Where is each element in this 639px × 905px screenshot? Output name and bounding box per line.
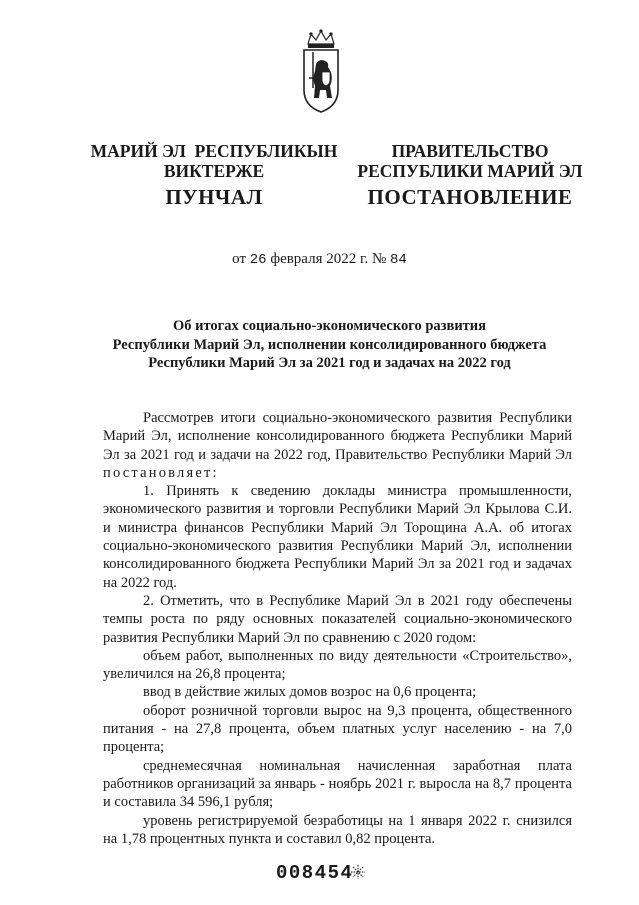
date-day: 26: [249, 252, 267, 268]
document-number: 84: [390, 252, 407, 268]
header-left-line1: МАРИЙ ЭЛ РЕСПУБЛИКЫН: [90, 141, 338, 161]
document-title: [100, 317, 559, 373]
intro-text: Рассмотрев итоги социально-экономического развития Республики Марий Эл, исполнение консолидированного бюджета Республики Марий Эл за 2021 год и задачи на 2022 год, Правительство Республики Марий Эл: [103, 410, 572, 463]
item-2-paragraph: 2. Отметить, что в Республике Марий Эл в 2021 году обеспечены темпы роста по ряду основных показателей социально-экономического развития Республики Марий Эл по сравнению с 2020 годом:: [103, 592, 572, 646]
header-left-line2: ВИКТЕРЖЕ: [163, 161, 265, 181]
unemployment-paragraph: уровень регистрируемой безработицы на 1 января 2022 г. снизился на 1,78 процентных пункта и составил 0,82 процента.: [103, 812, 572, 847]
construction-paragraph: объем работ, выполненных по виду деятельности «Строительство», увеличился на 26,8 процента;: [103, 647, 572, 683]
intro-paragraph: [103, 409, 572, 482]
header-right-line2: РЕСПУБЛИКИ МАРИЙ ЭЛ: [357, 161, 583, 181]
title-line: Республики Марий Эл, исполнении консолидированного бюджета: [112, 336, 547, 353]
doc-type-right: ПОСТАНОВЛЕНИЕ: [367, 185, 573, 209]
serial-number: 008454: [276, 862, 354, 884]
coat-of-arms-icon: [300, 28, 342, 114]
item-1-paragraph: 1. Принять к сведению доклады министра промышленности, экономического развития и торговли Республики Марий Эл Крылова С.И. и министра финансов Республики Марий Эл Торощина А.А. об итогах социально-экономического развития Республики Марий Эл, исполнении консолидированного бюджета Республики Марий Эл за 2021 год и задачах на 2022 год.: [103, 483, 572, 591]
asterisk-icon: [350, 864, 366, 880]
decree-word: постановляет:: [103, 464, 219, 481]
salary-paragraph: среднемесячная номинальная начисленная заработная плата работников организаций за январь - ноябрь 2021 г. выросла на 8,7 процента и составила 34 596,1 рубля;: [103, 757, 572, 811]
header-right-authority: [352, 141, 588, 181]
header-right-line1: ПРАВИТЕЛЬСТВО: [391, 141, 549, 161]
header-left-authority: [88, 141, 340, 181]
retail-paragraph: оборот розничной торговли вырос на 9,3 процента, общественного питания - на 27,8 процента, объем платных услуг населению - на 7,0 процента;: [103, 702, 572, 756]
title-line: Республики Марий Эл за 2021 год и задачах на 2022 год: [148, 355, 511, 371]
document-body: [103, 409, 572, 848]
housing-paragraph: ввод в действие жилых домов возрос на 0,6 процента;: [143, 684, 477, 701]
date-prefix: от: [232, 251, 247, 267]
doc-type-left: ПУНЧАЛ: [165, 185, 263, 209]
date-line: [0, 251, 639, 268]
title-line: Об итогах социально-экономического развития: [172, 318, 487, 334]
date-month-year: февраля 2022 г. №: [270, 251, 387, 267]
